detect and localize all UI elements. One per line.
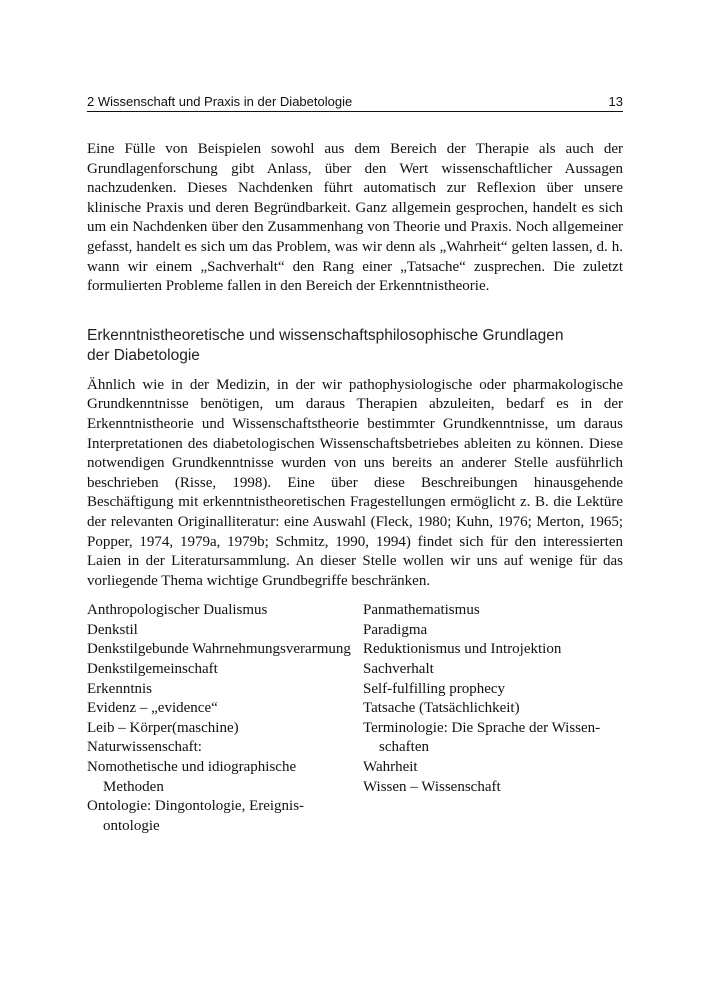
term-text: Wahrheit bbox=[363, 759, 418, 776]
term-text: Denkstil bbox=[87, 621, 138, 638]
running-header bbox=[87, 94, 623, 112]
term-item bbox=[87, 699, 363, 719]
term-text: Naturwissenschaft: bbox=[87, 739, 202, 756]
term-text: Denkstilgebunde Wahrnehmungsverarmung bbox=[87, 641, 351, 658]
term-text: Leib – Körper(maschine) bbox=[87, 719, 239, 736]
term-continuation: ontologie bbox=[103, 817, 160, 834]
term-text: Panmathematismus bbox=[363, 602, 480, 619]
section-paragraph: Ähnlich wie in der Medizin, in der wir pathophysiologische oder pharmakologische Grundkenntnisse benötigen, um daraus Therapien abzuleiten, bedarf es in der Erkenntnistheorie und Wissenschaftstheorie bestimmter Grundkenntnisse, um daraus Interpretationen des diabetologischen Wissenschaftsbetriebes ableiten zu können. Diese notwendigen Grundkenntnisse wurden von uns bereits an anderer Stelle ausführlich beschrieben (Risse, 1998). Eine über diese Beschreibungen hinausgehende Beschäftigung mit erkenntnistheoretischen Fragestellungen ermöglicht z. B. die Lektüre der relevanten Originalliteratur: eine Auswahl (Fleck, 1980; Kuhn, 1976; Merton, 1965; Popper, 1974, 1979a, 1979b; Schmitz, 1990, 1994) findet sich für den interessierten Laien in der Literatursammlung. An dieser Stelle wollen wir uns auf wenige für das vorliegende Thema wichtige Grundbegriffe beschränken. bbox=[87, 376, 623, 589]
term-text: Tatsache (Tatsächlichkeit) bbox=[363, 700, 520, 717]
term-item bbox=[87, 621, 363, 641]
term-text: Ontologie: Dingontologie, Ereignis- bbox=[87, 798, 305, 815]
chapter-title: 2 Wissenschaft und Praxis in der Diabetologie bbox=[87, 94, 353, 109]
term-item bbox=[87, 680, 363, 700]
term-text: Reduktionismus und Introjektion bbox=[363, 641, 562, 658]
term-text: Nomothetische und idiographische bbox=[87, 759, 297, 776]
term-item bbox=[363, 640, 623, 660]
term-text: Sachverhalt bbox=[363, 661, 434, 678]
term-item bbox=[363, 621, 623, 641]
section-heading bbox=[87, 326, 623, 366]
term-text: Denkstilgemeinschaft bbox=[87, 661, 218, 678]
term-continuation: schaften bbox=[379, 739, 429, 756]
term-column-right bbox=[363, 601, 623, 836]
term-item bbox=[363, 601, 623, 621]
section-heading-line-1: Erkenntnistheoretische und wissenschaftsphilosophische Grundlagen bbox=[87, 326, 564, 344]
term-item bbox=[363, 699, 623, 719]
term-text: Anthropologischer Dualismus bbox=[87, 602, 268, 619]
term-continuation: Methoden bbox=[103, 778, 164, 795]
term-item bbox=[87, 738, 363, 758]
term-text: Paradigma bbox=[363, 621, 428, 638]
term-item bbox=[363, 660, 623, 680]
term-list bbox=[87, 601, 623, 836]
intro-paragraph: Eine Fülle von Beispielen sowohl aus dem Bereich der Therapie als auch der Grundlagenforschung gibt Anlass, über den Wert wissenschaftlicher Aussagen nachzudenken. Dieses Nachdenken führt automatisch zur Reflexion über unsere klinische Praxis und deren Begründbarkeit. Ganz allgemein gesprochen, handelt es sich um ein Nachdenken über den Zusammenhang von Theorie und Praxis. Noch allgemeiner gefasst, handelt es sich um das Problem, was wir denn als „Wahrheit“ gelten lassen, d. h. wann wir einem „Sachverhalt“ den Rang einer „Tatsache“ zusprechen. Die zuletzt formulierten Probleme fallen in den Bereich der Erkenntnistheorie. bbox=[87, 141, 623, 295]
term-item bbox=[87, 640, 363, 660]
term-item bbox=[87, 601, 363, 621]
term-item bbox=[87, 660, 363, 680]
term-text: Wissen – Wissenschaft bbox=[363, 778, 501, 795]
term-item bbox=[363, 719, 623, 758]
term-item bbox=[363, 778, 623, 798]
term-item bbox=[87, 758, 363, 797]
term-text: Self-fulfilling prophecy bbox=[363, 680, 506, 697]
term-text: Erkenntnis bbox=[87, 680, 152, 697]
section-heading-line-2: der Diabetologie bbox=[87, 346, 200, 364]
term-item bbox=[363, 758, 623, 778]
page-number: 13 bbox=[608, 94, 623, 109]
term-item bbox=[87, 797, 363, 836]
term-text: Terminologie: Die Sprache der Wissen- bbox=[363, 719, 601, 736]
book-page bbox=[87, 94, 623, 836]
term-item bbox=[87, 719, 363, 739]
term-column-left bbox=[87, 601, 363, 836]
term-text: Evidenz – „evidence“ bbox=[87, 700, 218, 717]
term-item bbox=[363, 680, 623, 700]
